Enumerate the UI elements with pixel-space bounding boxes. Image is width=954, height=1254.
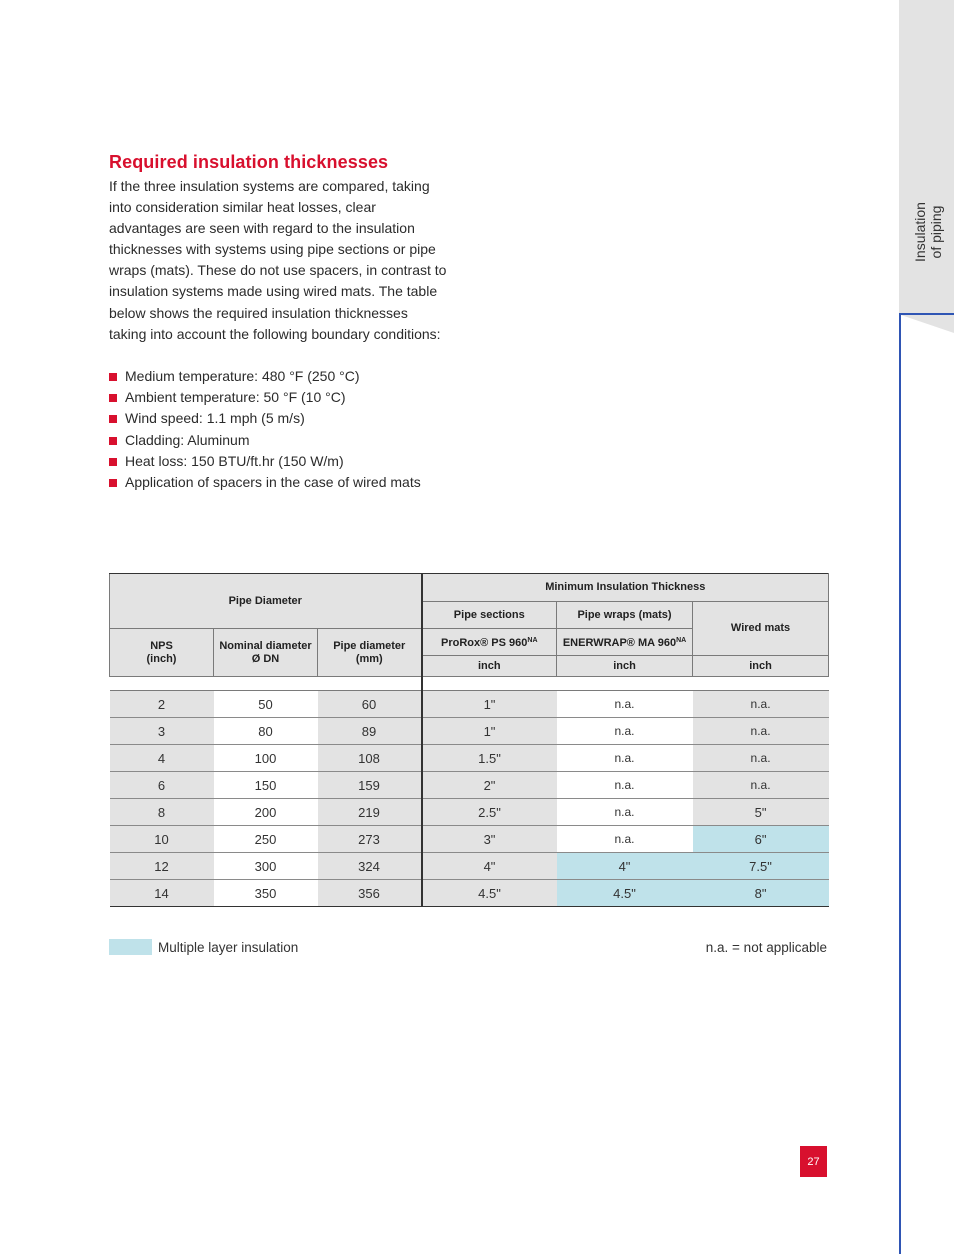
cell-nps: 2: [110, 691, 214, 718]
header-nps: [110, 629, 214, 677]
header-wired-mats: Wired mats: [693, 602, 829, 656]
enerwrap-name: ENERWRAP® MA 960: [562, 637, 677, 649]
list-item: [109, 451, 421, 472]
bullet-text: Ambient temperature: 50 °F (10 °C): [125, 389, 346, 406]
bullet-text: Medium temperature: 480 °F (250 °C): [125, 368, 360, 384]
cell-pipe-wraps: n.a.: [557, 745, 693, 772]
header-pipe-diameter: Pipe Diameter: [110, 574, 422, 629]
cell-pipe-sections: 4.5": [422, 880, 557, 907]
cell-wired-mats: 5": [693, 799, 829, 826]
cell-pipe-diameter-mm: 219: [318, 799, 422, 826]
cell-wired-mats: 6": [693, 826, 829, 853]
cell-nominal-diameter: 350: [214, 880, 318, 907]
header-pipe-mm-line2: (mm): [355, 652, 383, 665]
side-rule-horizontal: [899, 313, 954, 315]
header-unit-wired-mats: inch: [693, 656, 829, 677]
header-nps-line1: NPS: [150, 639, 173, 652]
header-enerwrap-product: [557, 629, 693, 656]
bullet-square-icon: [109, 415, 117, 423]
cell-pipe-wraps: 4.5": [557, 880, 693, 907]
header-nominal-line1: Nominal diameter: [219, 639, 312, 652]
table-row: [110, 880, 829, 907]
table-spacer: [422, 677, 829, 691]
header-pipe-diameter-mm: [318, 629, 422, 677]
cell-pipe-sections: 3": [422, 826, 557, 853]
cell-pipe-sections: 1": [422, 691, 557, 718]
side-tab-background: [899, 0, 954, 313]
table-row: [110, 826, 829, 853]
bullet-text: Wind speed: 1.1 mph (5 m/s): [125, 410, 305, 427]
cell-nominal-diameter: 250: [214, 826, 318, 853]
cell-pipe-sections: 2": [422, 772, 557, 799]
header-prorox-product: [422, 629, 557, 656]
cell-wired-mats: 7.5": [693, 853, 829, 880]
header-nps-line2: (inch): [146, 652, 177, 665]
cell-pipe-diameter-mm: 273: [318, 826, 422, 853]
legend-na-note: n.a. = not applicable: [705, 940, 827, 955]
table-row: [110, 718, 829, 745]
cell-nominal-diameter: 200: [214, 799, 318, 826]
header-nominal-diameter: [214, 629, 318, 677]
bullet-square-icon: [109, 479, 117, 487]
table-spacer: [110, 677, 422, 691]
header-pipe-wraps: Pipe wraps (mats): [557, 602, 693, 629]
list-item: [109, 387, 421, 408]
table-row: [110, 853, 829, 880]
bullet-square-icon: [109, 437, 117, 445]
insulation-thickness-table: [109, 573, 829, 907]
cell-pipe-diameter-mm: 108: [318, 745, 422, 772]
table-row: [110, 772, 829, 799]
cell-nps: 6: [110, 772, 214, 799]
cell-wired-mats: n.a.: [693, 718, 829, 745]
cell-nominal-diameter: 150: [214, 772, 318, 799]
cell-nominal-diameter: 80: [214, 718, 318, 745]
cell-pipe-wraps: n.a.: [557, 691, 693, 718]
cell-nominal-diameter: 100: [214, 745, 318, 772]
boundary-conditions-list: [109, 366, 421, 493]
side-rule-vertical: [899, 313, 901, 1254]
table-row: [110, 745, 829, 772]
list-item: [109, 408, 421, 429]
header-nominal-line2: Ø DN: [251, 652, 280, 665]
cell-pipe-diameter-mm: 324: [318, 853, 422, 880]
cell-pipe-sections: 1": [422, 718, 557, 745]
cell-wired-mats: n.a.: [693, 745, 829, 772]
header-pipe-mm-line1: Pipe diameter: [333, 639, 406, 652]
bullet-square-icon: [109, 458, 117, 466]
side-tab-line1: Insulation: [912, 202, 928, 262]
cell-nps: 3: [110, 718, 214, 745]
bullet-square-icon: [109, 373, 117, 381]
side-tab-fold: [901, 315, 954, 333]
cell-wired-mats: n.a.: [693, 772, 829, 799]
cell-pipe-sections: 4": [422, 853, 557, 880]
bullet-square-icon: [109, 394, 117, 402]
side-tab-label: [912, 202, 944, 262]
cell-pipe-sections: 1.5": [422, 745, 557, 772]
header-pipe-sections: Pipe sections: [422, 602, 557, 629]
cell-pipe-diameter-mm: 60: [318, 691, 422, 718]
cell-pipe-diameter-mm: 356: [318, 880, 422, 907]
multi-layer-swatch: [109, 939, 152, 955]
header-unit-pipe-wraps: inch: [557, 656, 693, 677]
cell-pipe-wraps: 4": [557, 853, 693, 880]
cell-pipe-wraps: n.a.: [557, 772, 693, 799]
cell-pipe-wraps: n.a.: [557, 826, 693, 853]
cell-nps: 12: [110, 853, 214, 880]
bullet-text: Cladding: Aluminum: [125, 431, 250, 448]
side-tab-line2: of piping: [928, 205, 944, 259]
cell-nominal-diameter: 300: [214, 853, 318, 880]
list-item: [109, 366, 421, 387]
cell-pipe-wraps: n.a.: [557, 718, 693, 745]
table-body: [110, 691, 829, 907]
cell-pipe-diameter-mm: 89: [318, 718, 422, 745]
page-number: 27: [800, 1146, 827, 1177]
prorox-name: ProRox® PS 960: [441, 637, 528, 649]
section-title: Required insulation thicknesses: [109, 152, 389, 172]
cell-nps: 10: [110, 826, 214, 853]
cell-pipe-diameter-mm: 159: [318, 772, 422, 799]
cell-nominal-diameter: 50: [214, 691, 318, 718]
legend-multi-layer: Multiple layer insulation: [158, 940, 299, 955]
header-min-insulation-thickness: Minimum Insulation Thickness: [422, 574, 829, 602]
intro-paragraph: If the three insulation systems are compared, taking into consideration similar heat losses, clear advantages are seen with regard to the insulation thicknesses with systems using pipe sections or pipe wraps (mats). These do not use spacers, in contrast to insulation systems made using wired mats. The table below shows the required insulation thicknesses taking into account the following boundary conditions:: [109, 178, 447, 342]
cell-nps: 14: [110, 880, 214, 907]
cell-wired-mats: 8": [693, 880, 829, 907]
bullet-text: Application of spacers in the case of wired mats: [125, 474, 421, 491]
prorox-suffix: NA: [527, 637, 538, 644]
header-unit-pipe-sections: inch: [422, 656, 557, 677]
cell-nps: 4: [110, 745, 214, 772]
enerwrap-suffix: NA: [676, 637, 687, 644]
table-row: [110, 799, 829, 826]
cell-pipe-sections: 2.5": [422, 799, 557, 826]
cell-wired-mats: n.a.: [693, 691, 829, 718]
cell-nps: 8: [110, 799, 214, 826]
cell-pipe-wraps: n.a.: [557, 799, 693, 826]
table-row: [110, 691, 829, 718]
bullet-text: Heat loss: 150 BTU/ft.hr (150 W/m): [125, 452, 344, 469]
list-item: [109, 430, 421, 451]
list-item: [109, 472, 421, 493]
